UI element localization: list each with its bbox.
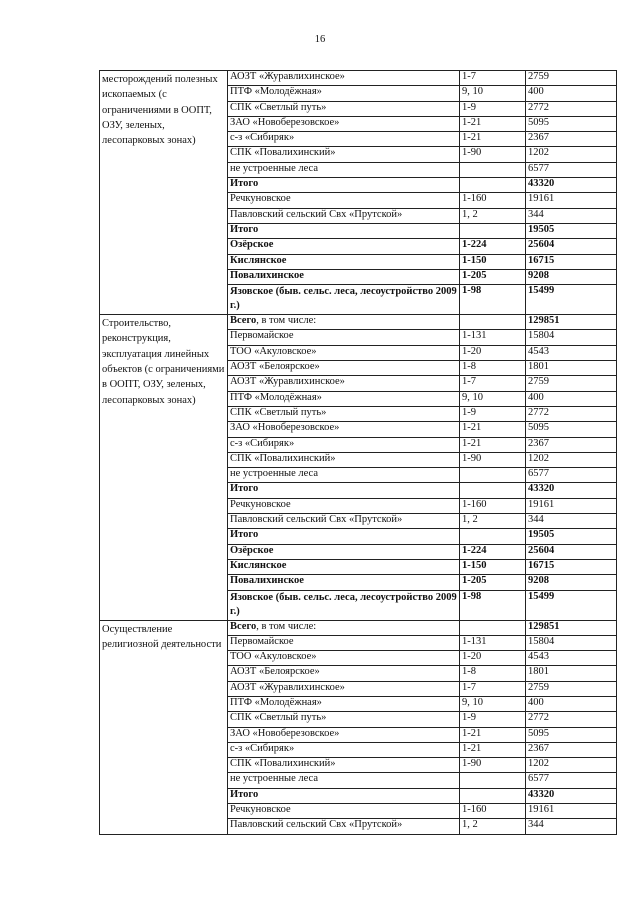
area-cell: 9208 [526, 575, 617, 590]
area-cell: 6577 [526, 162, 617, 177]
total-label: Всего [230, 620, 257, 632]
area-cell: 129851 [526, 620, 617, 635]
forestry-name-cell: Кислянское [228, 254, 460, 269]
area-cell: 2367 [526, 132, 617, 147]
forestry-name-cell: с-з «Сибиряк» [228, 132, 460, 147]
forestry-name-cell: АОЗТ «Белоярское» [228, 361, 460, 376]
quarters-cell [460, 223, 526, 238]
forestry-name-cell: Озёрское [228, 544, 460, 559]
forestry-name-cell: Повалихинское [228, 575, 460, 590]
forestry-name-cell: Речкуновское [228, 193, 460, 208]
forestry-name-cell: ПТФ «Молодёжная» [228, 696, 460, 711]
area-cell: 16715 [526, 559, 617, 574]
forestry-name-cell: Павловский сельский Свх «Прутской» [228, 514, 460, 529]
forestry-name-cell: не устроенные леса [228, 773, 460, 788]
area-cell: 129851 [526, 315, 617, 330]
area-cell: 400 [526, 86, 617, 101]
area-cell: 1801 [526, 666, 617, 681]
quarters-cell: 1-9 [460, 712, 526, 727]
table-row [100, 620, 617, 635]
quarters-cell: 1-98 [460, 285, 526, 315]
forestry-name-cell: АОЗТ «Журавлихинское» [228, 376, 460, 391]
area-cell: 19505 [526, 529, 617, 544]
forestry-name-cell: ПТФ «Молодёжная» [228, 391, 460, 406]
forestry-name-cell: Итого [228, 788, 460, 803]
area-cell: 5095 [526, 116, 617, 131]
forestry-name-cell: Речкуновское [228, 498, 460, 513]
area-cell: 5095 [526, 727, 617, 742]
quarters-cell: 9, 10 [460, 86, 526, 101]
quarters-cell: 1-150 [460, 559, 526, 574]
quarters-cell: 9, 10 [460, 696, 526, 711]
quarters-cell: 1-90 [460, 452, 526, 467]
forestry-name-cell: ЗАО «Новоберезовское» [228, 727, 460, 742]
area-cell: 2759 [526, 681, 617, 696]
quarters-cell: 1-20 [460, 651, 526, 666]
quarters-cell: 1-90 [460, 147, 526, 162]
table-row [100, 71, 617, 86]
forestry-name-cell: с-з «Сибиряк» [228, 742, 460, 757]
quarters-cell: 1, 2 [460, 514, 526, 529]
area-cell: 400 [526, 391, 617, 406]
area-cell: 1202 [526, 758, 617, 773]
quarters-cell [460, 178, 526, 193]
forestry-name-cell: с-з «Сибиряк» [228, 437, 460, 452]
quarters-cell: 1-205 [460, 269, 526, 284]
quarters-cell: 1-98 [460, 590, 526, 620]
quarters-cell: 1-160 [460, 498, 526, 513]
forestry-name-cell: ЗАО «Новоберезовское» [228, 422, 460, 437]
area-cell: 15804 [526, 635, 617, 650]
quarters-cell: 1-150 [460, 254, 526, 269]
quarters-cell [460, 529, 526, 544]
area-cell: 5095 [526, 422, 617, 437]
area-cell: 1202 [526, 452, 617, 467]
quarters-cell: 1-90 [460, 758, 526, 773]
forestry-name-cell: ТОО «Акуловское» [228, 651, 460, 666]
area-cell: 25604 [526, 544, 617, 559]
forestry-name-cell: Павловский сельский Свх «Прутской» [228, 819, 460, 834]
quarters-cell [460, 788, 526, 803]
area-cell: 2772 [526, 101, 617, 116]
quarters-cell [460, 315, 526, 330]
purpose-cell: месторождений полезных ископаемых (с ограничениями в ООПТ, ОЗУ, зеленых, лесопарковых зонах) [100, 71, 228, 315]
total-label-suffix: , в том числе: [256, 620, 317, 632]
forestry-name-cell: не устроенные леса [228, 162, 460, 177]
forestry-name-cell: СПК «Светлый путь» [228, 406, 460, 421]
area-cell: 25604 [526, 239, 617, 254]
quarters-cell: 1-21 [460, 132, 526, 147]
forestry-name-cell: СПК «Светлый путь» [228, 101, 460, 116]
quarters-cell [460, 483, 526, 498]
quarters-cell: 1-160 [460, 804, 526, 819]
forestry-name-cell: СПК «Повалихинский» [228, 452, 460, 467]
area-cell: 6577 [526, 773, 617, 788]
forestry-name-cell: Речкуновское [228, 804, 460, 819]
area-cell: 344 [526, 208, 617, 223]
area-cell: 1801 [526, 361, 617, 376]
forest-allocation-table [99, 70, 617, 835]
forestry-name-cell: Язовское (быв. сельс. леса, лесоустройство 2009 г.) [228, 590, 460, 620]
area-cell: 19161 [526, 804, 617, 819]
forestry-name-cell: Первомайское [228, 330, 460, 345]
forestry-name-cell: ТОО «Акуловское» [228, 345, 460, 360]
area-cell: 4543 [526, 345, 617, 360]
quarters-cell: 1-160 [460, 193, 526, 208]
forestry-name-cell [228, 620, 460, 635]
forestry-name-cell: Озёрское [228, 239, 460, 254]
area-cell: 2759 [526, 71, 617, 86]
forestry-name-cell [228, 315, 460, 330]
forestry-name-cell: Кислянское [228, 559, 460, 574]
total-label-suffix: , в том числе: [256, 315, 317, 327]
forestry-name-cell: Итого [228, 483, 460, 498]
quarters-cell: 1-20 [460, 345, 526, 360]
area-cell: 344 [526, 819, 617, 834]
quarters-cell: 1-8 [460, 666, 526, 681]
area-cell: 4543 [526, 651, 617, 666]
table-row [100, 315, 617, 330]
forestry-name-cell: Итого [228, 178, 460, 193]
quarters-cell [460, 468, 526, 483]
area-cell: 15499 [526, 590, 617, 620]
quarters-cell: 9, 10 [460, 391, 526, 406]
area-cell: 15499 [526, 285, 617, 315]
quarters-cell: 1-131 [460, 635, 526, 650]
quarters-cell [460, 162, 526, 177]
forestry-name-cell: ПТФ «Молодёжная» [228, 86, 460, 101]
area-cell: 1202 [526, 147, 617, 162]
forestry-name-cell: не устроенные леса [228, 468, 460, 483]
quarters-cell [460, 620, 526, 635]
quarters-cell: 1-7 [460, 71, 526, 86]
quarters-cell: 1-9 [460, 101, 526, 116]
area-cell: 6577 [526, 468, 617, 483]
area-cell: 16715 [526, 254, 617, 269]
forestry-name-cell: Первомайское [228, 635, 460, 650]
quarters-cell: 1-205 [460, 575, 526, 590]
area-cell: 2759 [526, 376, 617, 391]
forestry-name-cell: АОЗТ «Белоярское» [228, 666, 460, 681]
quarters-cell: 1-21 [460, 437, 526, 452]
page-number: 16 [314, 34, 326, 45]
area-cell: 19505 [526, 223, 617, 238]
forestry-name-cell: АОЗТ «Журавлихинское» [228, 681, 460, 696]
quarters-cell: 1, 2 [460, 208, 526, 223]
forestry-name-cell: Повалихинское [228, 269, 460, 284]
area-cell: 2772 [526, 406, 617, 421]
forestry-name-cell: Павловский сельский Свх «Прутской» [228, 208, 460, 223]
quarters-cell: 1-224 [460, 239, 526, 254]
area-cell: 43320 [526, 178, 617, 193]
area-cell: 9208 [526, 269, 617, 284]
forestry-name-cell: СПК «Повалихинский» [228, 147, 460, 162]
quarters-cell: 1-131 [460, 330, 526, 345]
area-cell: 43320 [526, 788, 617, 803]
quarters-cell: 1-224 [460, 544, 526, 559]
quarters-cell: 1-9 [460, 406, 526, 421]
forestry-name-cell: СПК «Повалихинский» [228, 758, 460, 773]
area-cell: 43320 [526, 483, 617, 498]
area-cell: 400 [526, 696, 617, 711]
forestry-name-cell: ЗАО «Новоберезовское» [228, 116, 460, 131]
area-cell: 19161 [526, 193, 617, 208]
table-body [100, 71, 617, 835]
forestry-name-cell: Итого [228, 223, 460, 238]
forestry-name-cell: АОЗТ «Журавлихинское» [228, 71, 460, 86]
quarters-cell: 1-21 [460, 727, 526, 742]
area-cell: 2367 [526, 742, 617, 757]
quarters-cell: 1-8 [460, 361, 526, 376]
forestry-name-cell: Язовское (быв. сельс. леса, лесоустройство 2009 г.) [228, 285, 460, 315]
quarters-cell: 1-21 [460, 742, 526, 757]
area-cell: 2772 [526, 712, 617, 727]
total-label: Всего [230, 315, 257, 327]
area-cell: 344 [526, 514, 617, 529]
quarters-cell: 1-7 [460, 376, 526, 391]
quarters-cell: 1-21 [460, 116, 526, 131]
quarters-cell [460, 773, 526, 788]
area-cell: 15804 [526, 330, 617, 345]
forestry-name-cell: СПК «Светлый путь» [228, 712, 460, 727]
quarters-cell: 1-21 [460, 422, 526, 437]
quarters-cell: 1-7 [460, 681, 526, 696]
forestry-name-cell: Итого [228, 529, 460, 544]
purpose-cell: Строительство, реконструкция, эксплуатация линейных объектов (с ограничениями в ООПТ, ОЗУ, зеленых, лесопарковых зонах) [100, 315, 228, 620]
area-cell: 2367 [526, 437, 617, 452]
quarters-cell: 1, 2 [460, 819, 526, 834]
purpose-cell: Осуществление религиозной деятельности [100, 620, 228, 834]
area-cell: 19161 [526, 498, 617, 513]
